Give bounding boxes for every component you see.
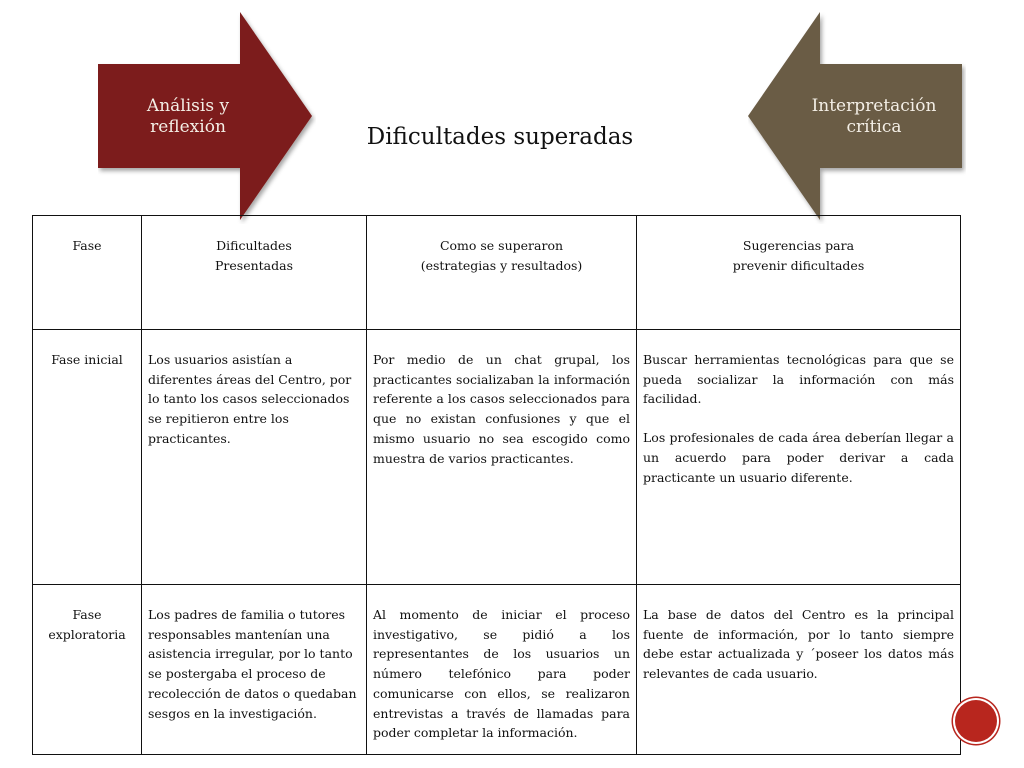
difficulty-cell: Los usuarios asistían a diferentes áreas del Centro, por lo tanto los casos seleccionados se repitieron entre los practicantes. bbox=[142, 330, 367, 585]
suggestion-cell: La base de datos del Centro es la principal fuente de información, por lo tanto siempre debe estar actualizada y ´poseer los datos más relevantes de cada usuario. bbox=[637, 585, 961, 755]
difficulties-table bbox=[32, 215, 961, 755]
header-difficulties: Dificultades Presentadas bbox=[142, 216, 367, 330]
analysis-arrow-label: Análisis y reflexión bbox=[146, 96, 230, 137]
header-solutions: Como se superaron (estrategias y resultados) bbox=[367, 216, 637, 330]
solution-cell: Al momento de iniciar el proceso investigativo, se pidió a los representantes de los usuarios un número telefónico para poder comunicarse con ellos, se realizaron entrevistas a través de llamadas para poder completar la información. bbox=[367, 585, 637, 755]
difficulty-cell: Los padres de familia o tutores responsables mantenían una asistencia irregular, por lo tanto se postergaba el proceso de recolección de datos o quedaban sesgos en la investigación. bbox=[142, 585, 367, 755]
table-row bbox=[33, 330, 961, 585]
header-phase: Fase bbox=[33, 216, 142, 330]
suggestion-cell: Buscar herramientas tecnológicas para que se pueda socializar la información con más facilidad. Los profesionales de cada área deberían llegar a un acuerdo para poder derivar a cada practicante un usuario diferente. bbox=[637, 330, 961, 585]
table-header-row bbox=[33, 216, 961, 330]
slide-nav-circle-icon[interactable] bbox=[955, 700, 997, 742]
solution-cell: Por medio de un chat grupal, los practicantes socializaban la información referente a los casos seleccionados para que no existan confusiones y que el mismo usuario no sea escogido como muestra de varios practicantes. bbox=[367, 330, 637, 585]
header-suggestions: Sugerencias para prevenir dificultades bbox=[637, 216, 961, 330]
interpretation-arrow bbox=[748, 12, 966, 224]
phase-cell: Fase inicial bbox=[33, 330, 142, 585]
table-row bbox=[33, 585, 961, 755]
phase-cell: Fase exploratoria bbox=[33, 585, 142, 755]
slide-title: Dificultades superadas bbox=[366, 124, 634, 150]
interpretation-arrow-label: Interpretación crítica bbox=[811, 96, 937, 137]
analysis-arrow bbox=[98, 12, 316, 224]
